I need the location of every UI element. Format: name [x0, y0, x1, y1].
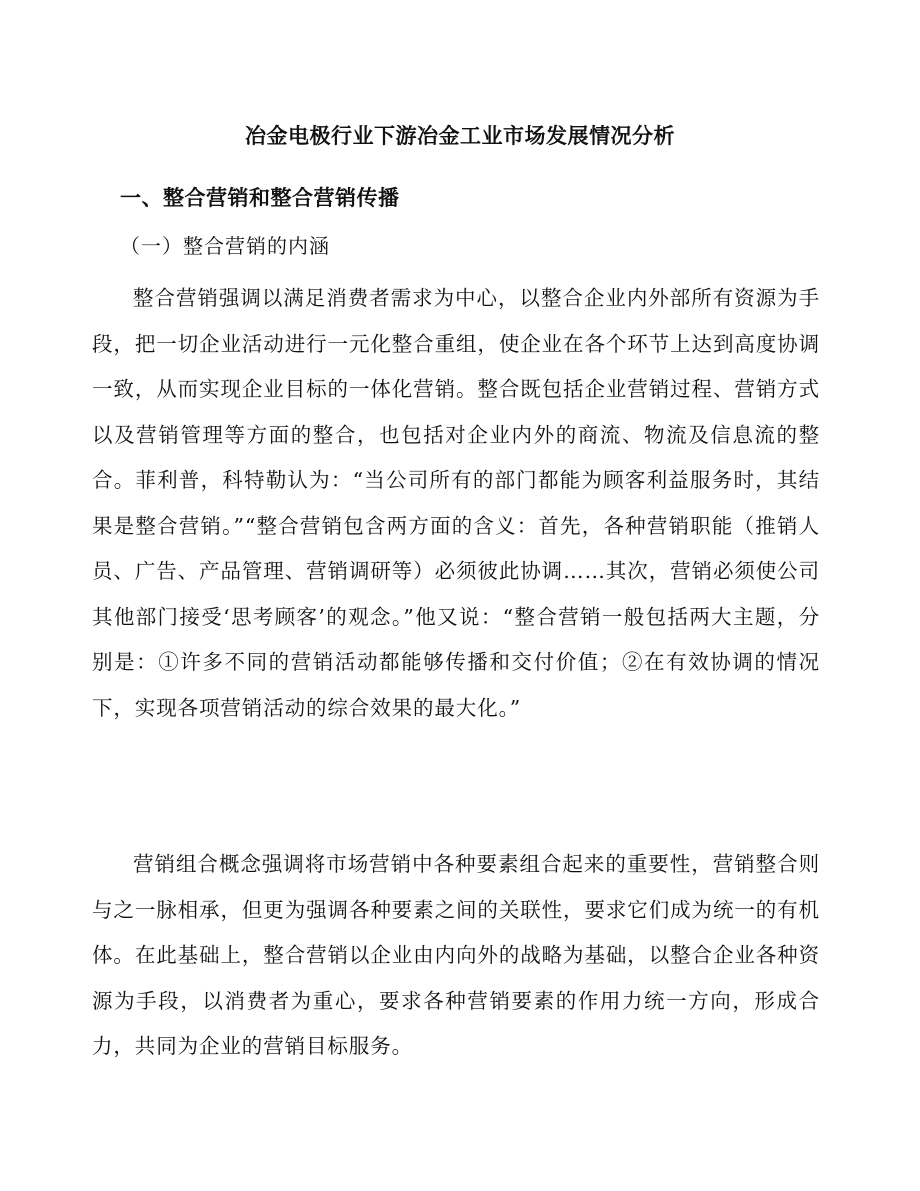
body-paragraph-2: 营销组合概念强调将市场营销中各种要素组合起来的重要性，营销整合则与之一脉相承，但更为强调各种要素之间的关联性，要求它们成为统一的有机体。在此基础上，整合营销以企业由内向外的战略为基础，以整合企业各种资源为手段，以消费者为重心，要求各种营销要素的作用力统一方向，形成合力，共同为企业的营销目标服务。 — [92, 852, 820, 1058]
section-heading: 一、整合营销和整合营销传播 — [120, 185, 400, 210]
subsection-heading: （一）整合营销的内涵 — [120, 234, 330, 258]
body-paragraph-1: 整合营销强调以满足消费者需求为中心，以整合企业内外部所有资源为手段，把一切企业活动进行一元化整合重组，使企业在各个环节上达到高度协调一致，从而实现企业目标的一体化营销。整合既包括企业营销过程、营销方式以及营销管理等方面的整合，也包括对企业内外的商流、物流及信息流的整合。菲利普，科特勒认为：“当公司所有的部门都能为顾客利益服务时，其结果是整合营销。”“整合营销包含两方面的含义：首先，各种营销职能（推销人员、广告、产品管理、营销调研等）必须彼此协调……其次，营销必须使公司其他部门接受‘思考顾客’的观念。”他又说：“整合营销一般包括两大主题，分别是：①许多不同的营销活动都能够传播和交付价值；②在有效协调的情况下，实现各项营销活动的综合效果的最大化。” — [92, 286, 820, 720]
document-title: 冶金电极行业下游冶金工业市场发展情况分析 — [245, 123, 675, 148]
